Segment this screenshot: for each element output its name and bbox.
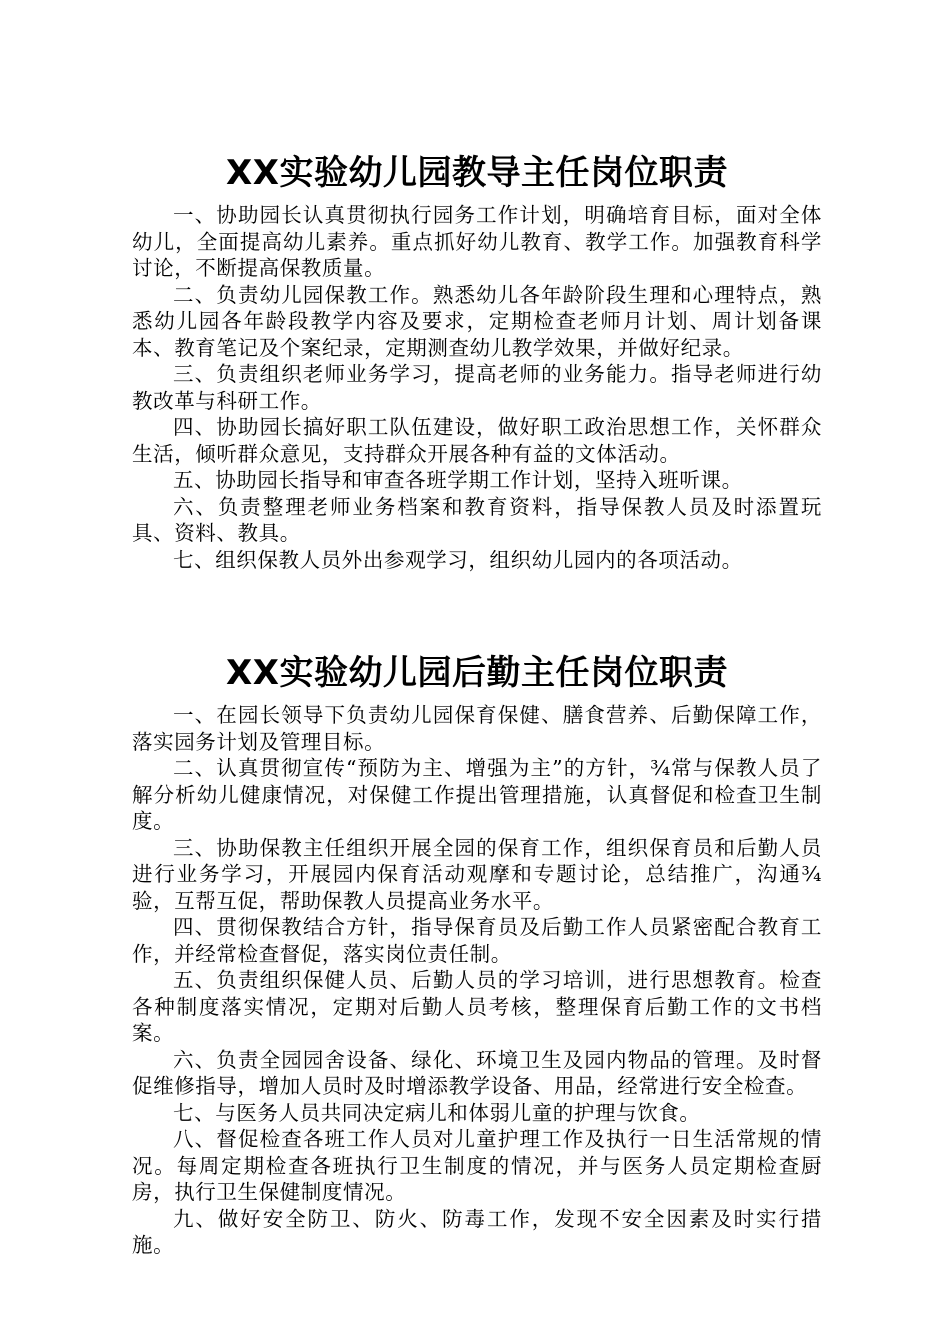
- duty-paragraph: 四、协助园长搞好职工队伍建设，做好职工政治思想工作，关怀群众生活，倾听群众意见，支持群众开展各种有益的文体活动。: [132, 415, 822, 466]
- duty-paragraph: 三、负责组织老师业务学习，提高老师的业务能力。指导老师进行幼教改革与科研工作。: [132, 362, 822, 413]
- duty-paragraph: 七、组织保教人员外出参观学习，组织幼儿园内的各项活动。: [173, 547, 743, 572]
- duty-paragraph: 三、协助保教主任组织开展全园的保育工作，组织保育员和后勤人员进行业务学习，开展园内保育活动观摩和专题讨论，总结推广，沟通¾验，互帮互促，帮助保教人员提高业务水平。: [132, 835, 822, 913]
- duty-paragraph: 二、负责幼儿园保教工作。熟悉幼儿各年龄阶段生理和心理特点，熟悉幼儿园各年龄段教学内容及要求，定期检查老师月计划、周计划备课本、教育笔记及个案纪录，定期测查幼儿教学效果，并做好纪录。: [132, 282, 822, 360]
- duty-paragraph: 七、与医务人员共同决定病儿和体弱儿童的护理与饮食。: [173, 1100, 701, 1125]
- duty-paragraph: 八、督促检查各班工作人员对儿童护理工作及执行一日生活常规的情况。每周定期检查各班执行卫生制度的情况，并与医务人员定期检查厨房，执行卫生保健制度情况。: [132, 1127, 822, 1204]
- duty-paragraph: 九、做好安全防卫、防火、防毒工作，发现不安全因素及时实行措施。: [132, 1206, 822, 1257]
- duty-paragraph: 四、贯彻保教结合方针，指导保育员及后勤工作人员紧密配合教育工作，并经常检查督促，落实岗位责任制。: [132, 915, 822, 966]
- duty-paragraph: 六、负责全园园舍设备、绿化、环境卫生及园内物品的管理。及时督促维修指导，增加人员时及时增添教学设备、用品，经常进行安全检查。: [132, 1047, 822, 1098]
- duty-paragraph: 一、在园长领导下负责幼儿园保育保健、膳食营养、后勤保障工作，落实园务计划及管理目标。: [132, 703, 822, 754]
- duty-paragraph: 六、负责整理老师业务档案和教育资料，指导保教人员及时添置玩具、资料、教具。: [132, 494, 822, 545]
- duty-paragraph: 二、认真贯彻宣传“预防为主、增强为主”的方针，¾常与保教人员了解分析幼儿健康情况，对保健工作提出管理措施，认真督促和检查卫生制度。: [132, 756, 822, 833]
- section-academic-director: [132, 150, 822, 573]
- duty-paragraph: 五、协助园长指导和审查各班学期工作计划，坚持入班听课。: [173, 468, 743, 492]
- duty-paragraph: 五、负责组织保健人员、后勤人员的学习培训，进行思想教育。检查各种制度落实情况，定期对后勤人员考核，整理保育后勤工作的文书档案。: [132, 968, 822, 1045]
- section-title: XX实验幼儿园后勤主任岗位职责: [226, 653, 728, 693]
- section-title: XX实验幼儿园教导主任岗位职责: [226, 153, 728, 193]
- section-logistics-director: [132, 650, 822, 1259]
- duty-paragraph: 一、协助园长认真贯彻执行园务工作计划，明确培育目标，面对全体幼儿，全面提高幼儿素养。重点抓好幼儿教育、教学工作。加强教育科学讨论，不断提高保教质量。: [132, 203, 822, 280]
